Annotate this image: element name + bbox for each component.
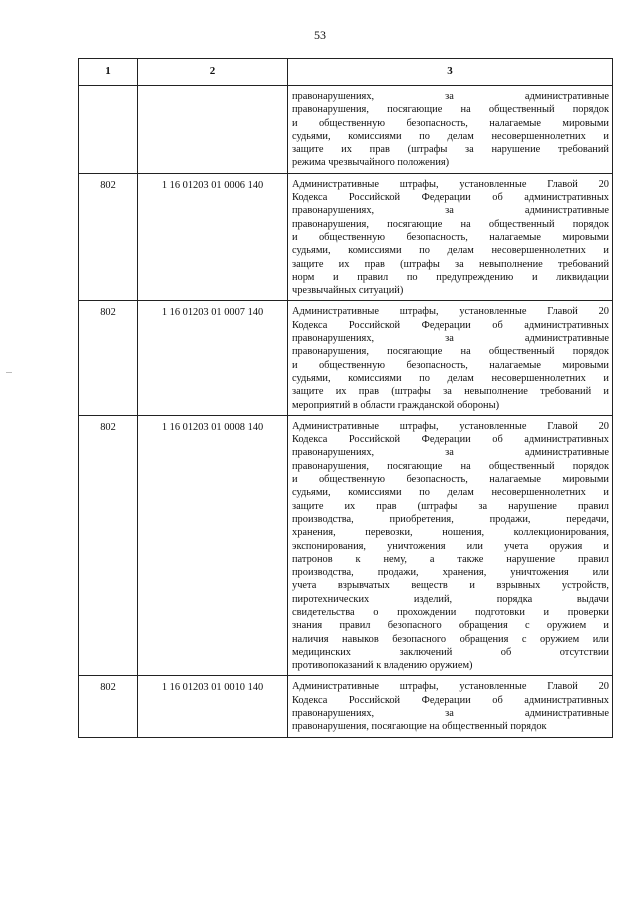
description-line: свидетельства о прохождении подготовки и проверки <box>292 606 609 618</box>
description-word: об <box>500 646 512 658</box>
description-word: правонарушениях, <box>292 91 375 102</box>
description-line: Кодекса Российской Федерации об административных <box>292 319 609 331</box>
admin-code-cell <box>79 86 138 174</box>
admin-code-cell: 802 <box>79 173 138 301</box>
admin-code-cell: 802 <box>79 415 138 676</box>
description-line: правонарушения, посягающие на общественный порядок <box>292 104 609 116</box>
description-word: отсутствии <box>559 646 609 658</box>
scan-margin-mark <box>6 372 12 373</box>
description-line <box>292 707 609 720</box>
description-line: Административные штрафы, установленные Главой 20 <box>292 178 609 190</box>
budget-classification-code-cell <box>138 86 288 174</box>
description-word: административные <box>524 333 609 345</box>
description-line: режима чрезвычайного положения) <box>292 157 450 169</box>
header-col-1: 1 <box>79 59 138 86</box>
budget-codes-table <box>78 58 613 738</box>
table-header-row <box>79 59 613 86</box>
description-line: Кодекса Российской Федерации об административных <box>292 192 609 204</box>
description-word: выдачи <box>576 593 609 605</box>
table-row <box>79 173 613 301</box>
description-word: порядка <box>496 593 533 605</box>
description-line: и общественную безопасность, налагаемые мировыми <box>292 231 609 243</box>
description-line: Административные штрафы, установленные Главой 20 <box>292 681 609 693</box>
description-word: медицинских <box>292 646 351 658</box>
admin-code-cell: 802 <box>79 676 138 737</box>
table-row <box>79 86 613 174</box>
description-line: правонарушения, посягающие на общественный порядок <box>292 218 609 230</box>
description-line: и общественную безопасность, налагаемые мировыми <box>292 474 609 486</box>
header-col-3: 3 <box>288 59 613 86</box>
description-line: Кодекса Российской Федерации об административных <box>292 434 609 446</box>
page-number: 53 <box>314 28 326 42</box>
description-line: судьями, комиссиями по делам несовершеннолетних и <box>292 245 609 257</box>
description-line <box>292 646 609 659</box>
description-line: и общественную безопасность, налагаемые мировыми <box>292 117 609 129</box>
description-word: за <box>445 447 454 459</box>
description-line: учета взрывчатых веществ и взрывных устройств, <box>292 580 609 592</box>
description-line: производства, приобретения, продажи, передачи, <box>292 513 609 525</box>
description-line: правонарушения, посягающие на общественный порядок <box>292 346 609 358</box>
description-word: правонарушениях, <box>292 447 375 459</box>
description-word: за <box>445 333 454 345</box>
description-line: и общественную безопасность, налагаемые мировыми <box>292 359 609 371</box>
description-line <box>292 90 609 103</box>
description-line: Административные штрафы, установленные Главой 20 <box>292 420 609 432</box>
description-line: патронов к нему, а также нарушение правил <box>292 553 609 565</box>
budget-classification-code-cell: 1 16 01203 01 0010 140 <box>138 676 288 737</box>
description-word: за <box>445 91 454 102</box>
description-line: производства, продажи, хранения, уничтожения или <box>292 567 609 579</box>
description-line: Кодекса Российской Федерации об административных <box>292 694 609 706</box>
description-cell <box>288 301 613 415</box>
description-cell <box>288 415 613 676</box>
header-col-2: 2 <box>138 59 288 86</box>
description-line: судьями, комиссиями по делам несовершеннолетних и <box>292 130 609 142</box>
budget-classification-code-cell: 1 16 01203 01 0008 140 <box>138 415 288 676</box>
description-line: правонарушения, посягающие на общественный порядок <box>292 721 547 733</box>
description-line <box>292 446 609 459</box>
description-word: заключений <box>399 646 453 658</box>
description-line: экспонирования, уничтожения или учета оружия и <box>292 540 609 552</box>
description-line: наличия навыков безопасного обращения с оружием или <box>292 633 609 645</box>
description-word: правонарушениях, <box>292 708 375 720</box>
description-word: изделий, <box>413 593 453 605</box>
description-word: административные <box>524 447 609 459</box>
description-line <box>292 332 609 345</box>
description-word: за <box>445 708 454 720</box>
description-word: административные <box>524 708 609 720</box>
description-line: защите их прав (штрафы за невыполнение требований и <box>292 386 609 398</box>
description-line <box>292 204 609 217</box>
admin-code-cell: 802 <box>79 301 138 415</box>
description-line: защите их прав (штрафы за невыполнение требований <box>292 258 609 270</box>
description-line: Административные штрафы, установленные Главой 20 <box>292 306 609 318</box>
description-line: правонарушения, посягающие на общественный порядок <box>292 460 609 472</box>
description-word: пиротехнических <box>292 593 370 605</box>
description-line: судьями, комиссиями по делам несовершеннолетних и <box>292 372 609 384</box>
description-line: хранения, перевозки, ношения, коллекционирования, <box>292 527 609 539</box>
description-line: защите их прав (штрафы за нарушение правил <box>292 500 609 512</box>
description-line: мероприятий в области гражданской обороны) <box>292 399 500 411</box>
description-word: административные <box>524 91 609 102</box>
description-word: административные <box>524 205 609 217</box>
description-word: за <box>445 205 454 217</box>
description-line: защите их прав (штрафы за нарушение требований <box>292 144 609 156</box>
description-cell <box>288 173 613 301</box>
description-line: знания правил безопасного обращения с оружием и <box>292 620 609 632</box>
description-line: противопоказаний к владению оружием) <box>292 660 473 672</box>
table-body <box>79 86 613 738</box>
description-line: чрезвычайных ситуаций) <box>292 285 404 297</box>
table-row <box>79 676 613 737</box>
description-word: правонарушениях, <box>292 205 375 217</box>
table-row <box>79 415 613 676</box>
description-line: судьями, комиссиями по делам несовершеннолетних и <box>292 487 609 499</box>
budget-classification-code-cell: 1 16 01203 01 0006 140 <box>138 173 288 301</box>
description-cell <box>288 676 613 737</box>
description-line <box>292 593 609 606</box>
description-word: правонарушениях, <box>292 333 375 345</box>
description-line: норм и правил по предупреждению и ликвидации <box>292 271 609 283</box>
table-row <box>79 301 613 415</box>
description-cell <box>288 86 613 174</box>
budget-classification-code-cell: 1 16 01203 01 0007 140 <box>138 301 288 415</box>
